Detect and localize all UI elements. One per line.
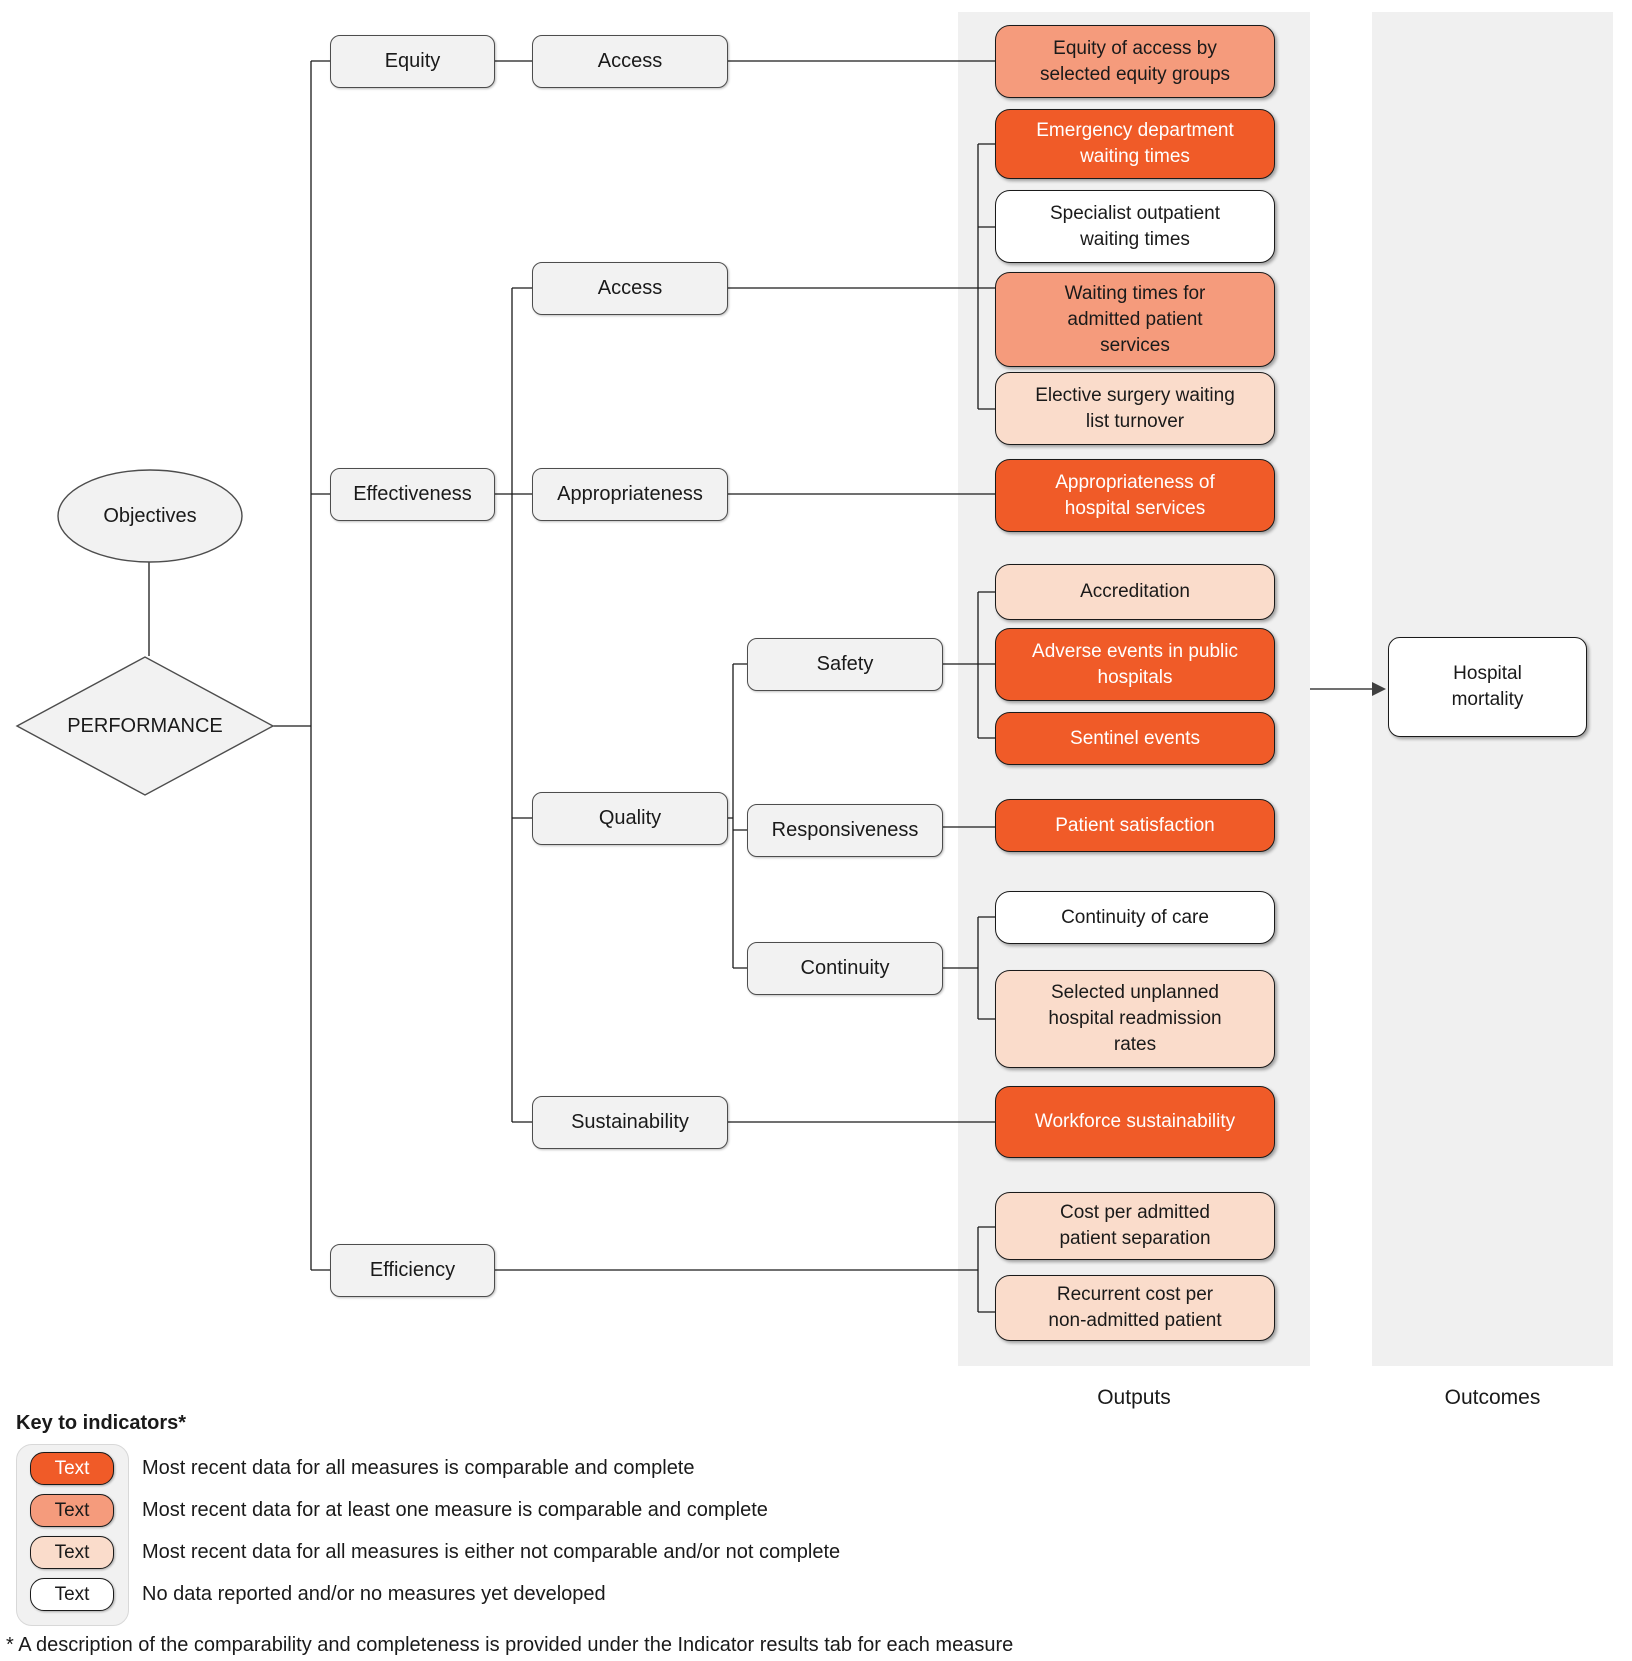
subcriterion-responsiveness: Responsiveness [747,804,943,857]
performance-label: PERFORMANCE [67,714,223,737]
legend-title: Key to indicators* [16,1412,187,1434]
indicator-sentinel-events: Sentinel events [995,712,1275,765]
objectives-label: Objectives [103,504,197,527]
indicator-appropriateness-of-hospital-services: Appropriateness of hospital services [995,459,1275,532]
indicator-recurrent-cost-per-non-admitted-patient: Recurrent cost per non-admitted patient [995,1275,1275,1341]
connector-continuity-bracket [943,917,995,1019]
subcriterion-appropriateness: Appropriateness [532,468,728,521]
subcriterion-access-effectiveness: Access [532,262,728,315]
outputs-outcomes-arrowhead [1372,682,1386,696]
connector-effectiveness-trunk [495,288,532,1122]
legend-text-complete-all: Most recent data for all measures is comparable and complete [142,1457,695,1479]
criterion-equity: Equity [330,35,495,88]
connector-efficiency-bracket [495,1227,995,1312]
legend-swatch-complete-all: Text [30,1452,114,1485]
criterion-efficiency: Efficiency [330,1244,495,1297]
indicator-workforce-sustainability: Workforce sustainability [995,1086,1275,1158]
subcriterion-continuity: Continuity [747,942,943,995]
outcomes-column-label: Outcomes [1444,1386,1541,1409]
indicator-patient-satisfaction: Patient satisfaction [995,799,1275,852]
indicator-selected-unplanned-readmission-rates: Selected unplanned hospital readmission rates [995,970,1275,1068]
subcriterion-sustainability: Sustainability [532,1096,728,1149]
indicator-accreditation: Accreditation [995,564,1275,620]
indicator-cost-per-admitted-patient-separation: Cost per admitted patient separation [995,1192,1275,1260]
connector-quality-bracket [728,664,747,968]
legend-text-not-comparable: Most recent data for all measures is either not comparable and/or not complete [142,1541,841,1563]
indicator-specialist-outpatient-waiting-times: Specialist outpatient waiting times [995,190,1275,263]
connector-performance-trunk [273,61,330,1270]
legend-text-complete-one: Most recent data for at least one measure is comparable and complete [142,1499,768,1521]
indicator-emergency-department-waiting-times: Emergency department waiting times [995,109,1275,179]
indicator-equity-of-access: Equity of access by selected equity groups [995,25,1275,98]
connector-access-bracket [728,144,995,409]
legend-swatch-not-comparable: Text [30,1536,114,1569]
footnote: * A description of the comparability and completeness is provided under the Indicator results tab for each measure [6,1634,1014,1656]
indicator-elective-surgery-waiting-list-turnover: Elective surgery waiting list turnover [995,372,1275,445]
indicator-waiting-times-admitted-patient-services: Waiting times for admitted patient services [995,272,1275,367]
indicator-adverse-events-public-hospitals: Adverse events in public hospitals [995,628,1275,701]
legend-swatch-no-data: Text [30,1578,114,1611]
outcome-hospital-mortality: Hospital mortality [1388,637,1587,737]
subcriterion-access-equity: Access [532,35,728,88]
connector-safety-bracket [943,592,995,738]
indicator-continuity-of-care: Continuity of care [995,891,1275,944]
criterion-effectiveness: Effectiveness [330,468,495,521]
outputs-column-label: Outputs [1097,1386,1171,1409]
legend-swatch-complete-one: Text [30,1494,114,1527]
subcriterion-quality: Quality [532,792,728,845]
legend-text-no-data: No data reported and/or no measures yet developed [142,1583,606,1605]
subcriterion-safety: Safety [747,638,943,691]
